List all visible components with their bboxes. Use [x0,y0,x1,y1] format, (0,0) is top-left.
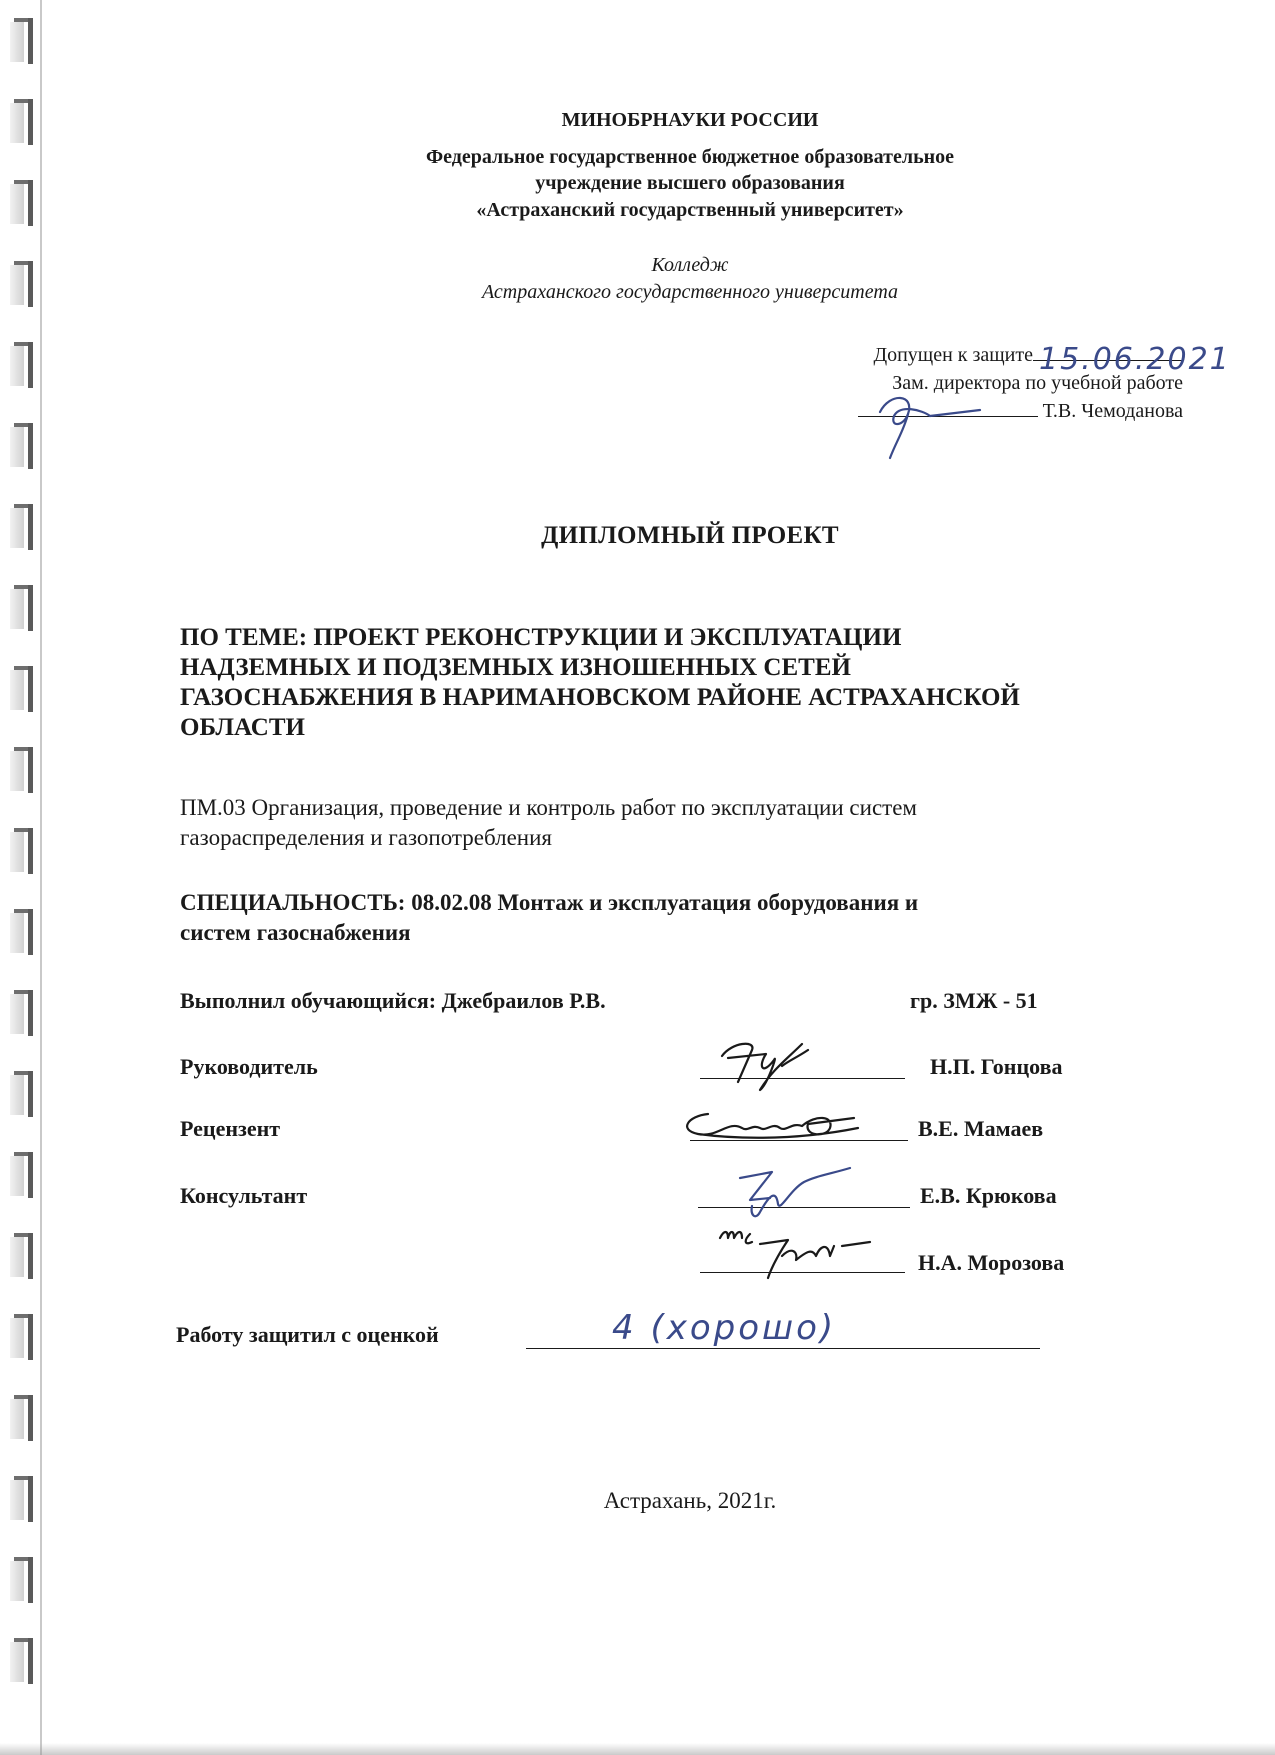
topic-line2: НАДЗЕМНЫХ И ПОДЗЕМНЫХ ИЗНОШЕННЫХ СЕТЕЙ [180,654,851,681]
page-bottom-edge [0,1743,1275,1755]
binding-ring [8,180,38,226]
binding-ring [8,342,38,388]
admitted-date-handwritten: 15.06.2021 [1039,342,1231,377]
binding-ring [8,747,38,793]
binding-ring [8,18,38,64]
module-line2: газораспределения и газопотребления [180,825,552,850]
topic-line4: ОБЛАСТИ [180,714,305,741]
university-full-name-line3: «Астраханский государственный университет» [476,199,904,221]
consultant-name: Е.В. Крюкова [920,1183,1057,1208]
admitted-label: Допущен к защите [873,344,1033,366]
approver-signature [860,382,1000,462]
binding-ring [8,1152,38,1198]
grade-line [526,1348,1040,1349]
binding-ring [8,1557,38,1603]
binding-ring [8,828,38,874]
second-consultant-name: Н.А. Морозова [918,1250,1065,1275]
college-name-line1: Колледж [651,254,729,276]
grade-label: Работу защитил с оценкой [176,1322,439,1347]
ministry-name: МИНОБРНАУКИ РОССИИ [561,109,819,131]
approver-name: Т.В. Чемоданова [1042,400,1183,422]
consultant-label: Консультант [180,1183,308,1208]
reviewer-label: Рецензент [180,1116,281,1141]
binding-ring [8,1395,38,1441]
student-group: гр. ЗМЖ - 51 [910,988,1038,1013]
binding-ring [8,585,38,631]
topic-line3: ГАЗОСНАБЖЕНИЯ В НАРИМАНОВСКОМ РАЙОНЕ АСТРАХАНСКОЙ [180,684,1020,711]
binding-ring [8,666,38,712]
module-line1: ПМ.03 Организация, проведение и контроль работ по эксплуатации систем [180,795,917,820]
admitted-to-defense [873,342,1231,377]
university-full-name-line1: Федеральное государственное бюджетное образовательное [425,146,955,168]
university-full-name-line2: учреждение высшего образования [535,172,845,194]
binding-ring [8,909,38,955]
binding-ring [8,1638,38,1684]
supervisor-signature [712,1036,832,1096]
admitted-date-line [1033,342,1231,377]
document-title: ДИПЛОМНЫЙ ПРОЕКТ [541,522,839,549]
binding-ring [8,99,38,145]
binding-ring [8,1314,38,1360]
binding-ring [8,990,38,1036]
reviewer-name: В.Е. Мамаев [918,1116,1044,1141]
binding-ring [8,1071,38,1117]
specialty-line1: СПЕЦИАЛЬНОСТЬ: 08.02.08 Монтаж и эксплуатация оборудования и [180,890,919,915]
student-label: Выполнил обучающийся: Джебраилов Р.В. [180,988,606,1013]
binding-ring [8,261,38,307]
specialty-line2: систем газоснабжения [180,920,411,945]
supervisor-name: Н.П. Гонцова [930,1054,1063,1079]
binding-margin-line [40,0,42,1755]
binding-ring [8,1476,38,1522]
college-name-line2: Астраханского государственного университета [481,281,899,303]
binding-ring [8,504,38,550]
reviewer-signature [668,1098,868,1158]
binding-ring [8,1233,38,1279]
topic-line1: ПО ТЕМЕ: ПРОЕКТ РЕКОНСТРУКЦИИ И ЭКСПЛУАТАЦИИ [180,624,902,651]
second-consultant-signature [712,1216,882,1296]
city-year: Астрахань, 2021г. [603,1488,777,1513]
binding-ring [8,423,38,469]
grade-handwritten: 4 (хорошо) [612,1308,837,1348]
approver-position: Зам. директора по учебной работе [892,372,1183,394]
supervisor-label: Руководитель [180,1054,318,1079]
